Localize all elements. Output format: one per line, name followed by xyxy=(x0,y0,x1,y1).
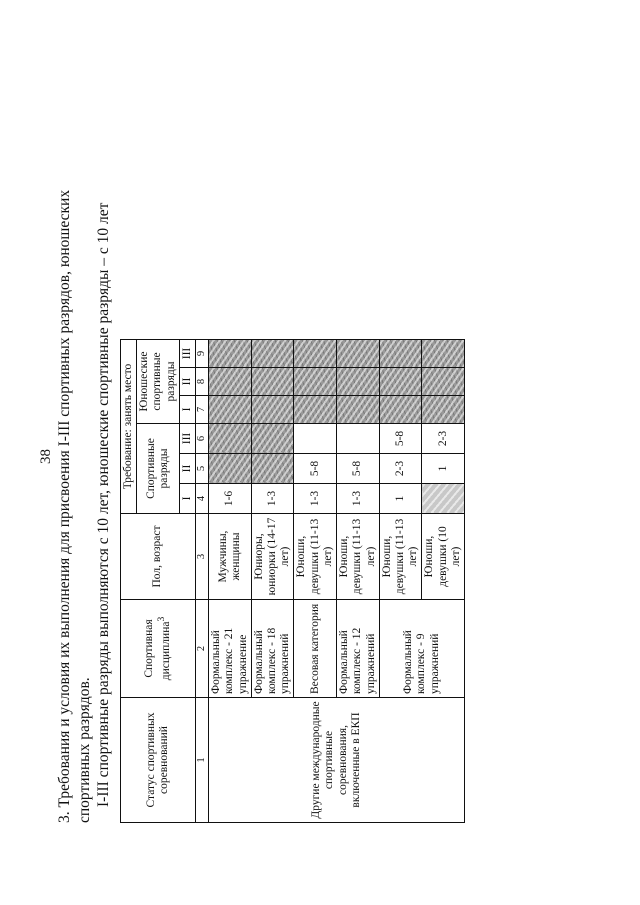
gender-age-cell: Юноши, девушки (11-13 лет) xyxy=(337,514,380,600)
rank-1-cell: 1-3 xyxy=(294,484,337,514)
rank-2-cell: 2-3 xyxy=(379,454,422,484)
gender-age-cell: Мужчины, женщины xyxy=(209,514,252,600)
requirements-table xyxy=(120,339,465,823)
gender-age-cell: Юноши, девушки (11-13 лет) xyxy=(379,514,422,600)
shaded-cell xyxy=(337,396,380,424)
shaded-cell xyxy=(379,396,422,424)
header-requirement: Требование: занять место xyxy=(121,340,137,514)
gender-age-cell: Юниоры, юниорки (14-17 лет) xyxy=(251,514,294,600)
rank-3-cell xyxy=(337,424,380,454)
header-youth-rank-2: II xyxy=(179,368,195,396)
shaded-cell xyxy=(209,340,252,368)
gender-age-cell: Юноши, девушки (11-13 лет) xyxy=(294,514,337,600)
header-sport-ranks: Спортивные разряды xyxy=(137,424,180,514)
page-number: 38 xyxy=(38,449,54,464)
shaded-cell xyxy=(422,368,465,396)
header-discipline-footnote: 3 xyxy=(156,616,168,622)
header-youth-rank-1: I xyxy=(179,396,195,424)
col-number: 5 xyxy=(196,454,209,484)
rank-1-cell: 1-6 xyxy=(209,484,252,514)
col-number: 7 xyxy=(196,396,209,424)
rank-2-cell: 1 xyxy=(422,454,465,484)
shaded-cell xyxy=(209,454,252,484)
shaded-cell xyxy=(209,368,252,396)
discipline-cell: Формальный комплекс - 12 упражнений xyxy=(337,600,380,698)
section-subheading: I-III спортивные разряды выполняются с 10 лет, юношеские спортивные разряды – с 10 лет xyxy=(95,202,112,807)
shaded-cell xyxy=(251,424,294,454)
shaded-cell xyxy=(294,368,337,396)
shaded-cell xyxy=(251,396,294,424)
rank-1-cell: 1-3 xyxy=(337,484,380,514)
shaded-cell xyxy=(337,368,380,396)
rank-3-cell xyxy=(294,424,337,454)
header-status: Статус спортивных соревнований xyxy=(121,698,196,823)
shaded-cell xyxy=(251,368,294,396)
header-rank-1: I xyxy=(179,484,195,514)
col-number: 3 xyxy=(196,514,209,600)
rank-3-cell: 2-3 xyxy=(422,424,465,454)
shaded-cell xyxy=(422,340,465,368)
header-rank-3: III xyxy=(179,424,195,454)
shaded-cell xyxy=(379,368,422,396)
col-number: 9 xyxy=(196,340,209,368)
header-youth-rank-3: III xyxy=(179,340,195,368)
shaded-cell xyxy=(422,484,465,514)
col-number: 4 xyxy=(196,484,209,514)
section-heading-line1: 3. Требования и условия их выполнения для присвоения I-III спортивных разрядов, юношеских xyxy=(56,189,73,823)
rank-2-cell: 5-8 xyxy=(337,454,380,484)
header-youth-ranks: Юношеские спортивные разряды xyxy=(137,340,180,424)
col-number: 6 xyxy=(196,424,209,454)
shaded-cell xyxy=(294,340,337,368)
table-row xyxy=(209,340,252,823)
shaded-cell xyxy=(209,396,252,424)
rank-3-cell: 5-8 xyxy=(379,424,422,454)
gender-age-cell: Юноши, девушки (10 лет) xyxy=(422,514,465,600)
shaded-cell xyxy=(251,340,294,368)
rank-1-cell: 1-3 xyxy=(251,484,294,514)
header-gender-age: Пол, возраст xyxy=(121,514,196,600)
rank-2-cell: 5-8 xyxy=(294,454,337,484)
shaded-cell xyxy=(294,396,337,424)
shaded-cell xyxy=(209,424,252,454)
discipline-cell: Весовая категория xyxy=(294,600,337,698)
section-heading-line2: спортивных разрядов. xyxy=(76,677,93,823)
header-discipline xyxy=(121,600,196,698)
col-number: 1 xyxy=(196,698,209,823)
discipline-cell: Формальный комплекс - 21 упражнение xyxy=(209,600,252,698)
shaded-cell xyxy=(251,454,294,484)
header-discipline-text: Спортивная дисциплина xyxy=(142,619,172,681)
shaded-cell xyxy=(379,340,422,368)
status-cell: Другие международные спортивные соревнования, включенные в ЕКП xyxy=(209,698,465,823)
rank-1-cell: 1 xyxy=(379,484,422,514)
header-rank-2: II xyxy=(179,454,195,484)
shaded-cell xyxy=(337,340,380,368)
discipline-cell: Формальный комплекс - 18 упражнений xyxy=(251,600,294,698)
col-number: 8 xyxy=(196,368,209,396)
discipline-cell: Формальный комплекс - 9 упражнений xyxy=(379,600,464,698)
col-number: 2 xyxy=(196,600,209,698)
shaded-cell xyxy=(422,396,465,424)
